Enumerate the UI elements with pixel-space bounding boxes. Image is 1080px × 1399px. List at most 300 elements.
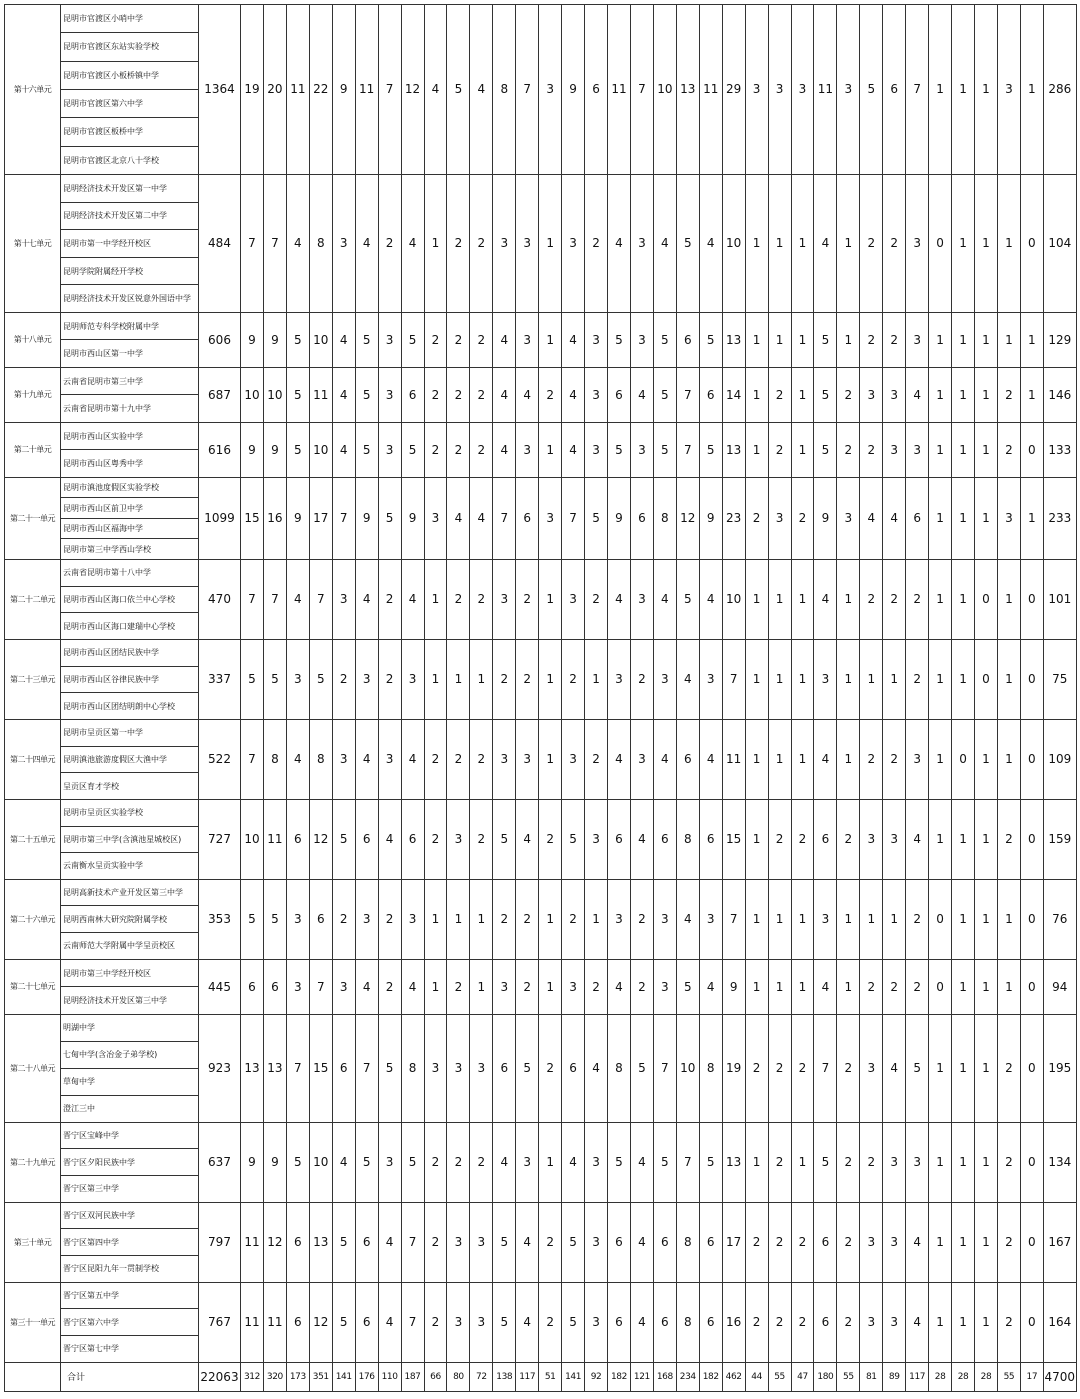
unit-total-count: 797 <box>199 1202 241 1282</box>
quota-cell: 4 <box>562 367 585 422</box>
quota-cell: 1 <box>929 1202 952 1282</box>
quota-cell: 2 <box>470 422 493 477</box>
quota-cell: 2 <box>860 422 883 477</box>
quota-cell: 1 <box>585 639 608 719</box>
quota-cell: 10 <box>309 1122 332 1202</box>
quota-cell: 2 <box>378 639 401 719</box>
total-quota-cell: 176 <box>355 1362 378 1391</box>
quota-cell: 3 <box>883 1122 906 1202</box>
quota-cell: 5 <box>241 639 264 719</box>
total-quota-cell: 121 <box>630 1362 653 1391</box>
unit-quota-sum: 195 <box>1043 1014 1076 1122</box>
table-row <box>5 879 1077 906</box>
school-name: 昆明市西山区海口建瑞中心学校 <box>61 613 199 640</box>
total-quota-cell: 55 <box>997 1362 1020 1391</box>
quota-cell: 9 <box>722 959 745 1014</box>
quota-cell: 2 <box>332 639 355 719</box>
quota-cell: 9 <box>263 312 286 367</box>
unit-total-count: 522 <box>199 719 241 799</box>
school-name: 昆明师范专科学校附属中学 <box>61 312 199 340</box>
unit-name: 第三十一单元 <box>5 1282 61 1362</box>
quota-cell: 4 <box>699 959 722 1014</box>
quota-cell: 6 <box>883 5 906 175</box>
quota-cell: 3 <box>837 5 860 175</box>
quota-cell: 7 <box>722 879 745 959</box>
quota-cell: 2 <box>585 959 608 1014</box>
quota-cell: 1 <box>791 639 814 719</box>
quota-cell: 4 <box>424 5 447 175</box>
quota-cell: 2 <box>906 879 929 959</box>
quota-cell: 1 <box>745 422 768 477</box>
quota-cell: 5 <box>562 799 585 879</box>
quota-cell: 1 <box>791 959 814 1014</box>
unit-name: 第十六单元 <box>5 5 61 175</box>
unit-total-count: 767 <box>199 1282 241 1362</box>
quota-cell: 3 <box>791 5 814 175</box>
quota-cell: 5 <box>286 312 309 367</box>
quota-cell: 2 <box>447 559 470 639</box>
quota-cell: 1 <box>768 559 791 639</box>
quota-cell: 7 <box>401 1202 424 1282</box>
quota-cell: 3 <box>608 639 631 719</box>
quota-cell: 5 <box>263 639 286 719</box>
quota-cell: 1 <box>745 367 768 422</box>
total-quota-cell: 312 <box>241 1362 264 1391</box>
quota-cell: 4 <box>562 422 585 477</box>
unit-name: 第二十三单元 <box>5 639 61 719</box>
quota-cell: 0 <box>975 559 998 639</box>
quota-cell: 4 <box>332 422 355 477</box>
total-quota-cell: 234 <box>676 1362 699 1391</box>
table-row <box>5 367 1077 395</box>
quota-cell: 3 <box>699 639 722 719</box>
school-name: 草甸中学 <box>61 1068 199 1095</box>
unit-name: 第三十单元 <box>5 1202 61 1282</box>
quota-cell: 6 <box>814 1202 837 1282</box>
quota-cell: 1 <box>539 559 562 639</box>
quota-cell: 6 <box>516 477 539 559</box>
quota-cell: 1 <box>447 639 470 719</box>
quota-cell: 3 <box>447 799 470 879</box>
quota-cell: 9 <box>286 477 309 559</box>
quota-cell: 1 <box>539 174 562 312</box>
unit-total-count: 353 <box>199 879 241 959</box>
quota-cell: 2 <box>745 1202 768 1282</box>
quota-cell: 4 <box>470 5 493 175</box>
quota-cell: 9 <box>241 312 264 367</box>
school-name: 昆明市呈贡区实验学校 <box>61 799 199 826</box>
quota-cell: 4 <box>676 639 699 719</box>
quota-cell: 1 <box>975 1122 998 1202</box>
quota-cell: 6 <box>355 799 378 879</box>
quota-cell: 3 <box>585 312 608 367</box>
quota-cell: 3 <box>585 422 608 477</box>
school-name: 昆明学院附属经开学校 <box>61 257 199 285</box>
quota-cell: 2 <box>424 422 447 477</box>
unit-total-count: 1364 <box>199 5 241 175</box>
quota-cell: 5 <box>286 422 309 477</box>
quota-cell: 4 <box>608 559 631 639</box>
total-quota-cell: 51 <box>539 1362 562 1391</box>
total-quota-cell: 28 <box>929 1362 952 1391</box>
quota-cell: 3 <box>814 879 837 959</box>
quota-cell: 2 <box>860 1122 883 1202</box>
quota-cell: 2 <box>424 1282 447 1362</box>
quota-cell: 5 <box>653 312 676 367</box>
quota-cell: 2 <box>447 174 470 312</box>
quota-cell: 4 <box>378 799 401 879</box>
quota-cell: 7 <box>263 174 286 312</box>
unit-quota-sum: 104 <box>1043 174 1076 312</box>
quota-cell: 2 <box>837 422 860 477</box>
quota-cell: 6 <box>608 799 631 879</box>
quota-cell: 2 <box>768 1122 791 1202</box>
quota-cell: 5 <box>906 1014 929 1122</box>
quota-cell: 2 <box>539 367 562 422</box>
quota-cell: 1 <box>997 719 1020 799</box>
quota-cell: 2 <box>791 1014 814 1122</box>
unit-total-count: 727 <box>199 799 241 879</box>
quota-cell: 2 <box>424 799 447 879</box>
quota-cell: 1 <box>837 719 860 799</box>
quota-cell: 1 <box>539 639 562 719</box>
quota-cell: 1 <box>791 559 814 639</box>
unit-quota-sum: 167 <box>1043 1202 1076 1282</box>
quota-cell: 3 <box>378 367 401 422</box>
quota-cell: 3 <box>653 959 676 1014</box>
quota-cell: 1 <box>997 959 1020 1014</box>
quota-cell: 2 <box>837 1282 860 1362</box>
quota-cell: 2 <box>424 312 447 367</box>
grand-quota-sum: 4700 <box>1043 1362 1076 1391</box>
quota-cell: 5 <box>653 1122 676 1202</box>
total-quota-cell: 138 <box>493 1362 516 1391</box>
quota-cell: 7 <box>309 959 332 1014</box>
quota-cell: 2 <box>997 1122 1020 1202</box>
table-row <box>5 312 1077 340</box>
total-quota-cell: 320 <box>263 1362 286 1391</box>
quota-cell: 2 <box>470 559 493 639</box>
unit-total-count: 606 <box>199 312 241 367</box>
quota-cell: 7 <box>355 1014 378 1122</box>
quota-cell: 6 <box>653 799 676 879</box>
quota-cell: 5 <box>516 1014 539 1122</box>
quota-cell: 19 <box>722 1014 745 1122</box>
quota-cell: 2 <box>768 1202 791 1282</box>
quota-cell: 4 <box>585 1014 608 1122</box>
quota-cell: 1 <box>975 312 998 367</box>
quota-cell: 2 <box>516 559 539 639</box>
quota-cell: 4 <box>814 559 837 639</box>
quota-cell: 4 <box>814 959 837 1014</box>
table-row <box>5 1122 1077 1149</box>
quota-cell: 1 <box>745 799 768 879</box>
quota-cell: 11 <box>241 1282 264 1362</box>
school-name: 昆明经济技术开发区锐意外国语中学 <box>61 285 199 313</box>
quota-cell: 3 <box>630 174 653 312</box>
quota-cell: 2 <box>860 559 883 639</box>
quota-cell: 2 <box>745 1014 768 1122</box>
quota-cell: 3 <box>355 639 378 719</box>
school-name: 昆明市官渡区第六中学 <box>61 89 199 117</box>
quota-cell: 6 <box>241 959 264 1014</box>
quota-cell: 1 <box>952 639 975 719</box>
quota-cell: 5 <box>814 312 837 367</box>
quota-cell: 1 <box>860 879 883 959</box>
school-name: 晋宁区宝峰中学 <box>61 1122 199 1149</box>
quota-cell: 5 <box>355 312 378 367</box>
quota-cell: 1 <box>768 879 791 959</box>
quota-cell: 4 <box>493 367 516 422</box>
school-name: 昆明市西山区海口依兰中心学校 <box>61 586 199 613</box>
quota-cell: 11 <box>814 5 837 175</box>
quota-cell: 4 <box>630 1202 653 1282</box>
grand-total-count: 22063 <box>199 1362 241 1391</box>
quota-cell: 7 <box>378 5 401 175</box>
unit-quota-sum: 76 <box>1043 879 1076 959</box>
quota-cell: 9 <box>355 477 378 559</box>
table-row <box>5 559 1077 586</box>
quota-cell: 3 <box>630 312 653 367</box>
quota-cell: 8 <box>493 5 516 175</box>
unit-total-count: 484 <box>199 174 241 312</box>
quota-cell: 1 <box>952 1014 975 1122</box>
quota-cell: 2 <box>791 1282 814 1362</box>
quota-cell: 6 <box>814 1282 837 1362</box>
total-quota-cell: 89 <box>883 1362 906 1391</box>
quota-cell: 4 <box>883 477 906 559</box>
quota-cell: 3 <box>814 639 837 719</box>
quota-cell: 20 <box>263 5 286 175</box>
quota-cell: 0 <box>1020 559 1043 639</box>
quota-cell: 4 <box>447 477 470 559</box>
quota-cell: 2 <box>768 367 791 422</box>
quota-cell: 1 <box>975 959 998 1014</box>
quota-cell: 2 <box>837 367 860 422</box>
quota-cell: 4 <box>401 959 424 1014</box>
quota-cell: 1 <box>929 639 952 719</box>
quota-cell: 4 <box>470 477 493 559</box>
school-name: 昆明经济技术开发区第二中学 <box>61 202 199 230</box>
quota-cell: 4 <box>653 719 676 799</box>
quota-cell: 3 <box>378 719 401 799</box>
quota-cell: 2 <box>791 477 814 559</box>
quota-cell: 4 <box>493 1122 516 1202</box>
unit-quota-sum: 134 <box>1043 1122 1076 1202</box>
unit-quota-sum: 286 <box>1043 5 1076 175</box>
quota-cell: 2 <box>860 174 883 312</box>
quota-cell: 3 <box>493 559 516 639</box>
quota-cell: 8 <box>676 799 699 879</box>
quota-cell: 8 <box>401 1014 424 1122</box>
quota-cell: 5 <box>860 5 883 175</box>
quota-cell: 1 <box>837 959 860 1014</box>
quota-cell: 3 <box>447 1202 470 1282</box>
school-name: 昆明市第一中学经开校区 <box>61 230 199 258</box>
quota-cell: 3 <box>997 5 1020 175</box>
unit-quota-sum: 129 <box>1043 312 1076 367</box>
quota-cell: 3 <box>516 312 539 367</box>
quota-cell: 1 <box>791 879 814 959</box>
school-name: 昆明西南林大研究院附属学校 <box>61 906 199 933</box>
quota-cell: 2 <box>516 879 539 959</box>
totals-label: 合计 <box>61 1362 199 1391</box>
quota-cell: 4 <box>653 174 676 312</box>
quota-cell: 10 <box>653 5 676 175</box>
table-row <box>5 1014 1077 1041</box>
quota-cell: 3 <box>286 639 309 719</box>
total-quota-cell: 141 <box>562 1362 585 1391</box>
quota-cell: 11 <box>241 1202 264 1282</box>
quota-cell: 8 <box>263 719 286 799</box>
school-name: 晋宁区昆阳九年一贯制学校 <box>61 1256 199 1283</box>
quota-cell: 1 <box>929 312 952 367</box>
quota-cell: 1 <box>539 959 562 1014</box>
quota-cell: 7 <box>676 422 699 477</box>
quota-cell: 1 <box>997 174 1020 312</box>
quota-cell: 17 <box>309 477 332 559</box>
quota-cell: 2 <box>447 312 470 367</box>
table-row <box>5 639 1077 666</box>
quota-cell: 4 <box>493 312 516 367</box>
school-name: 云南省昆明市第三中学 <box>61 367 199 395</box>
quota-cell: 2 <box>768 799 791 879</box>
quota-cell: 4 <box>906 1202 929 1282</box>
quota-cell: 29 <box>722 5 745 175</box>
quota-cell: 5 <box>401 422 424 477</box>
quota-cell: 0 <box>1020 422 1043 477</box>
quota-cell: 1 <box>975 5 998 175</box>
quota-cell: 4 <box>286 559 309 639</box>
quota-cell: 3 <box>608 879 631 959</box>
quota-cell: 13 <box>722 312 745 367</box>
quota-cell: 2 <box>562 639 585 719</box>
quota-cell: 1 <box>952 879 975 959</box>
quota-cell: 1 <box>768 174 791 312</box>
quota-cell: 5 <box>814 1122 837 1202</box>
quota-cell: 0 <box>1020 1282 1043 1362</box>
quota-cell: 7 <box>401 1282 424 1362</box>
quota-cell: 1 <box>539 422 562 477</box>
quota-cell: 5 <box>355 1122 378 1202</box>
quota-cell: 3 <box>883 1282 906 1362</box>
quota-cell: 2 <box>585 559 608 639</box>
quota-cell: 23 <box>722 477 745 559</box>
quota-cell: 6 <box>585 5 608 175</box>
quota-cell: 5 <box>355 367 378 422</box>
quota-cell: 1 <box>952 312 975 367</box>
quota-cell: 4 <box>630 1122 653 1202</box>
table-row <box>5 719 1077 746</box>
quota-cell: 3 <box>630 559 653 639</box>
quota-cell: 7 <box>516 5 539 175</box>
quota-cell: 6 <box>814 799 837 879</box>
quota-cell: 2 <box>791 799 814 879</box>
quota-cell: 3 <box>493 174 516 312</box>
quota-cell: 2 <box>470 799 493 879</box>
quota-cell: 7 <box>630 5 653 175</box>
quota-cell: 1 <box>837 639 860 719</box>
quota-cell: 2 <box>630 879 653 959</box>
quota-cell: 4 <box>676 879 699 959</box>
school-name: 昆明市滇池度假区实验学校 <box>61 477 199 498</box>
quota-cell: 5 <box>699 422 722 477</box>
quota-cell: 15 <box>241 477 264 559</box>
quota-cell: 1 <box>768 312 791 367</box>
table-row <box>5 959 1077 987</box>
quota-cell: 3 <box>401 639 424 719</box>
quota-cell: 3 <box>585 1122 608 1202</box>
quota-cell: 5 <box>699 1122 722 1202</box>
quota-cell: 1 <box>1020 312 1043 367</box>
school-name: 明湖中学 <box>61 1014 199 1041</box>
quota-cell: 4 <box>355 959 378 1014</box>
quota-cell: 5 <box>653 422 676 477</box>
quota-cell: 3 <box>860 1202 883 1282</box>
school-name: 晋宁区第六中学 <box>61 1309 199 1336</box>
quota-cell: 3 <box>539 5 562 175</box>
school-name: 昆明市第三中学经开校区 <box>61 959 199 987</box>
quota-cell: 12 <box>263 1202 286 1282</box>
quota-cell: 2 <box>424 719 447 799</box>
quota-cell: 4 <box>630 1282 653 1362</box>
quota-cell: 5 <box>493 1202 516 1282</box>
unit-quota-sum: 109 <box>1043 719 1076 799</box>
quota-cell: 5 <box>585 477 608 559</box>
quota-cell: 3 <box>653 639 676 719</box>
quota-cell: 1 <box>791 174 814 312</box>
quota-cell: 2 <box>470 1122 493 1202</box>
quota-cell: 2 <box>332 879 355 959</box>
quota-cell: 3 <box>516 1122 539 1202</box>
quota-cell: 1 <box>791 367 814 422</box>
quota-cell: 5 <box>493 1282 516 1362</box>
unit-name: 第二十八单元 <box>5 1014 61 1122</box>
quota-cell: 1 <box>883 639 906 719</box>
table-row <box>5 174 1077 202</box>
quota-cell: 6 <box>699 1282 722 1362</box>
school-name: 昆明市呈贡区第一中学 <box>61 719 199 746</box>
school-name: 昆明市西山区团结明朗中心学校 <box>61 693 199 720</box>
quota-cell: 9 <box>263 422 286 477</box>
quota-cell: 3 <box>378 1122 401 1202</box>
quota-cell: 5 <box>332 799 355 879</box>
quota-cell: 3 <box>585 1202 608 1282</box>
quota-cell: 1 <box>424 639 447 719</box>
quota-cell: 1 <box>883 879 906 959</box>
quota-cell: 1 <box>975 1282 998 1362</box>
quota-cell: 1 <box>745 879 768 959</box>
quota-cell: 4 <box>906 1282 929 1362</box>
quota-cell: 2 <box>883 959 906 1014</box>
quota-cell: 15 <box>722 799 745 879</box>
quota-cell: 7 <box>263 559 286 639</box>
quota-cell: 4 <box>286 174 309 312</box>
quota-cell: 3 <box>837 477 860 559</box>
total-quota-cell: 182 <box>699 1362 722 1391</box>
quota-cell: 7 <box>562 477 585 559</box>
quota-cell: 3 <box>401 879 424 959</box>
quota-cell: 3 <box>630 719 653 799</box>
quota-cell: 3 <box>745 5 768 175</box>
quota-cell: 10 <box>309 312 332 367</box>
quota-cell: 4 <box>814 174 837 312</box>
quota-cell: 7 <box>676 1122 699 1202</box>
quota-cell: 3 <box>860 1014 883 1122</box>
quota-cell: 6 <box>653 1202 676 1282</box>
quota-cell: 3 <box>332 174 355 312</box>
school-name: 呈贡区育才学校 <box>61 773 199 800</box>
